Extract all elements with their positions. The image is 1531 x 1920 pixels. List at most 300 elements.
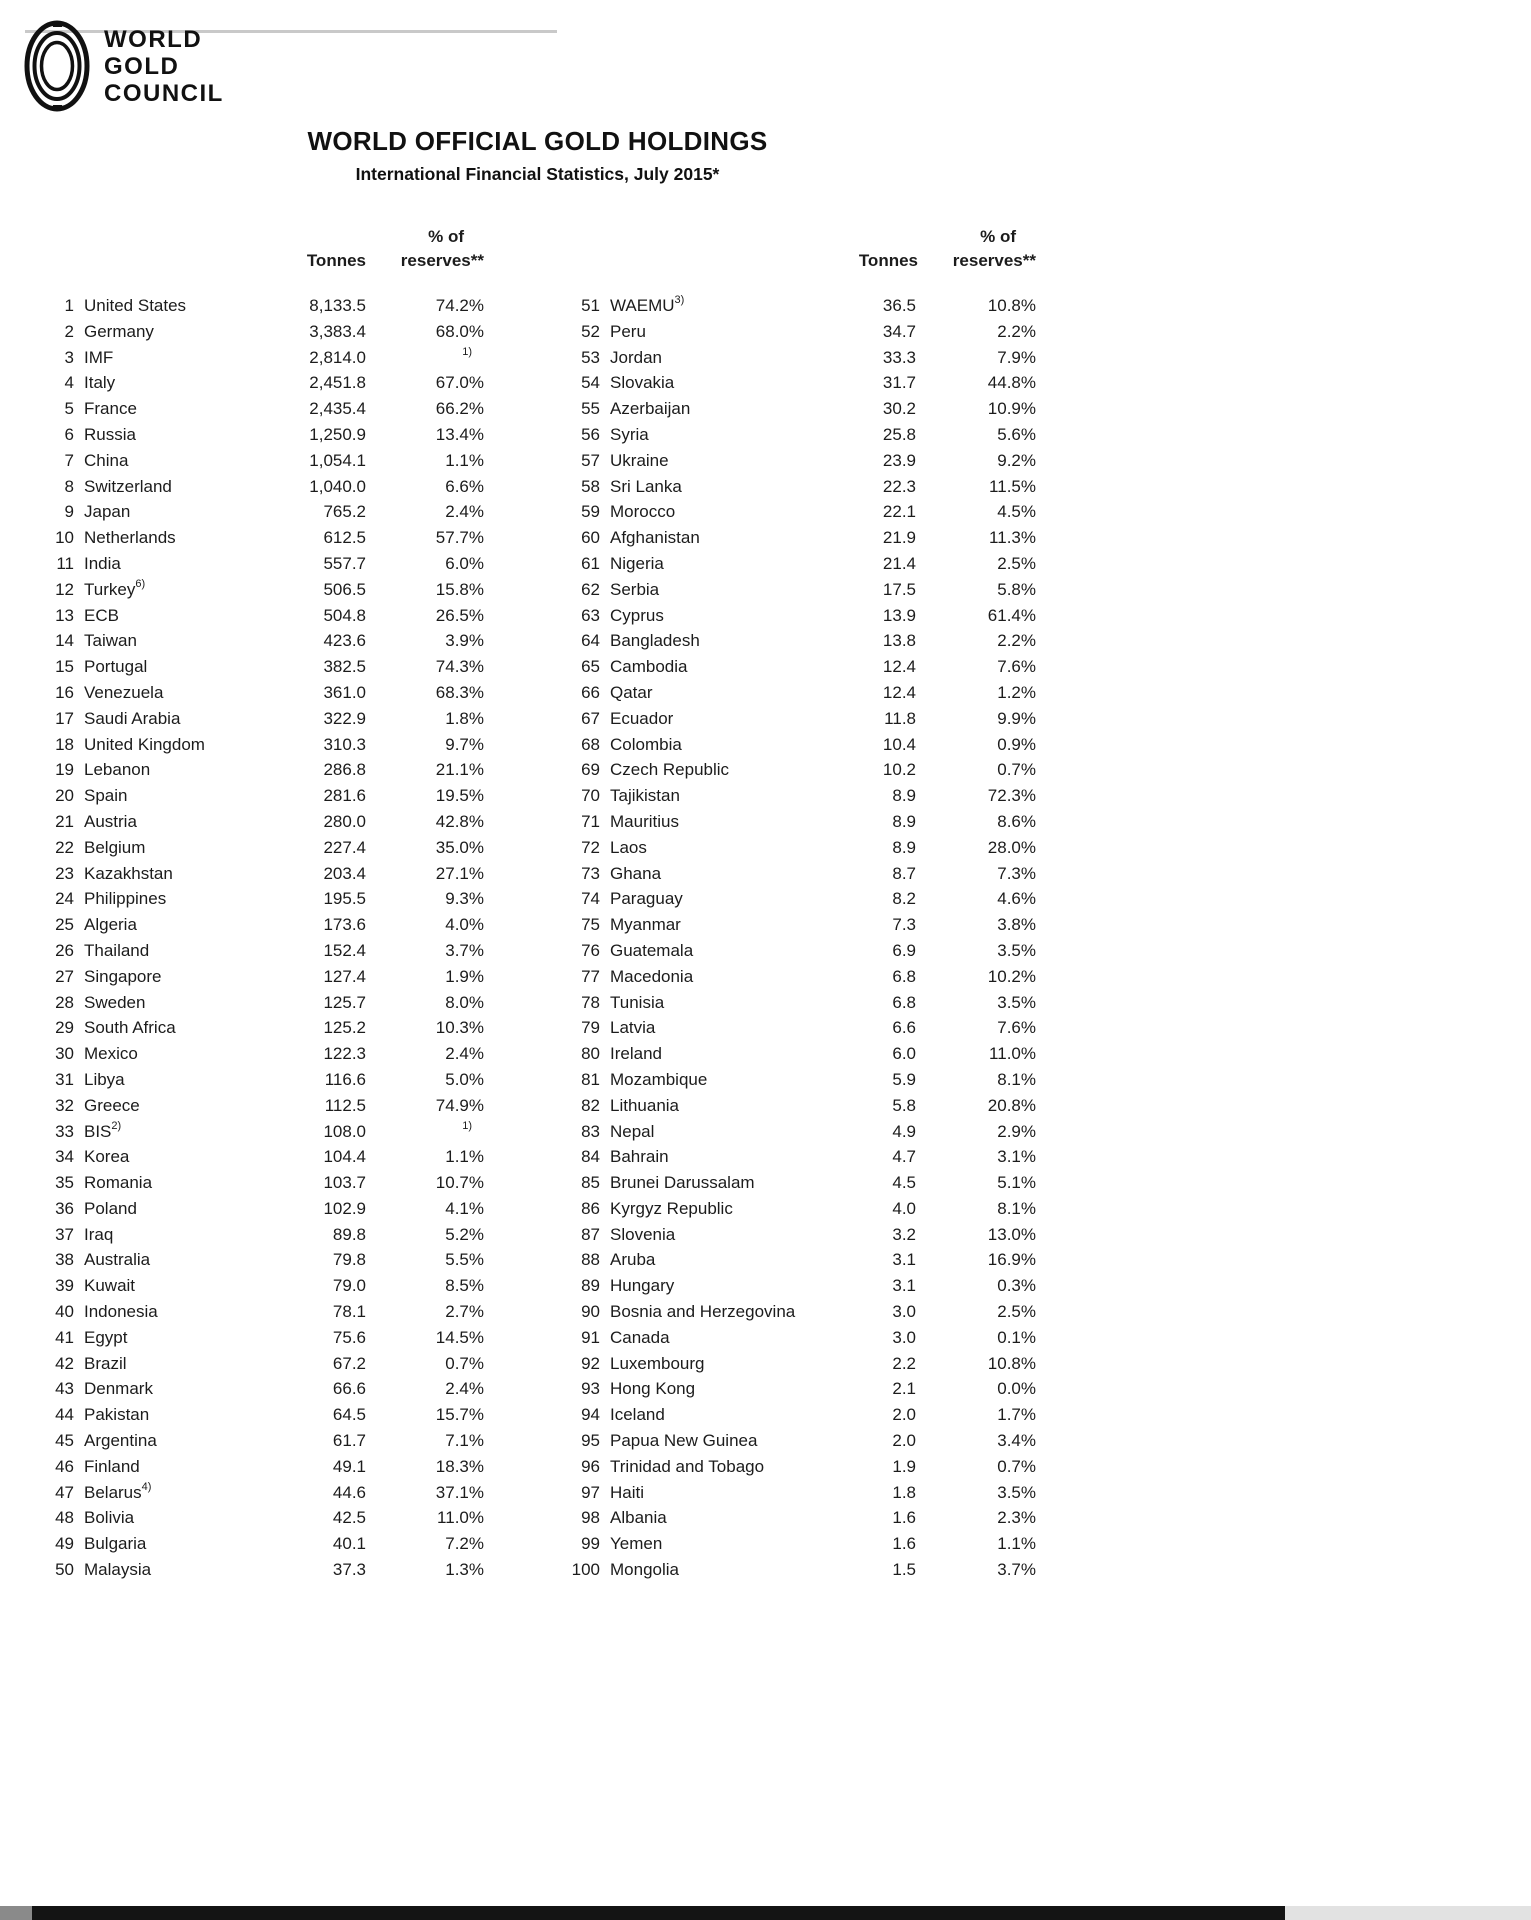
country-cell: Turkey$^{6)}$: [84, 578, 146, 599]
tonnes-cell: 22.3: [882, 476, 916, 496]
tonnes-cell: 195.5: [323, 889, 366, 909]
pct-cell: 8.6%: [997, 811, 1036, 831]
rank-cell: 28: [55, 992, 74, 1012]
table-row: [36, 1015, 484, 1041]
pct-cell: 3.7%: [997, 1560, 1036, 1580]
rank-cell: 5: [64, 399, 74, 419]
tonnes-cell: 21.9: [882, 528, 916, 548]
table-row: [556, 938, 1036, 964]
tonnes-cell: 6.8: [892, 992, 916, 1012]
pct-cell: 3.4%: [997, 1431, 1036, 1451]
table-row: [556, 1170, 1036, 1196]
table-row: [556, 835, 1036, 861]
table-header-right: [556, 227, 1036, 293]
pct-cell: 4.1%: [445, 1198, 484, 1218]
tonnes-cell: 33.3: [882, 347, 916, 367]
rank-cell: 82: [581, 1095, 600, 1115]
tonnes-cell: 8.7: [892, 863, 916, 883]
country-cell: Korea: [84, 1147, 130, 1167]
country-cell: Bahrain: [610, 1147, 669, 1167]
country-cell: Cambodia: [610, 657, 688, 677]
rank-cell: 84: [581, 1147, 600, 1167]
table-row: [556, 1480, 1036, 1506]
country-cell: Spain: [84, 786, 128, 806]
pct-cell: 14.5%: [435, 1327, 484, 1347]
tonnes-cell: 1.8: [892, 1482, 916, 1502]
table-row: [556, 1067, 1036, 1093]
table-row: [556, 1299, 1036, 1325]
table-row: [36, 345, 484, 371]
table-row: [36, 1144, 484, 1170]
tonnes-cell: 6.9: [892, 940, 916, 960]
country-cell: Nepal: [610, 1121, 655, 1141]
table-row: [36, 525, 484, 551]
tonnes-cell: 67.2: [332, 1353, 366, 1373]
table-row: [36, 809, 484, 835]
tonnes-cell: 310.3: [323, 734, 366, 754]
rank-cell: 77: [581, 966, 600, 986]
pct-cell: 66.2%: [435, 399, 484, 419]
tonnes-cell: 40.1: [332, 1534, 366, 1554]
country-cell: Portugal: [84, 657, 148, 677]
tonnes-cell: 13.8: [882, 631, 916, 651]
tonnes-cell: 75.6: [332, 1327, 366, 1347]
country-cell: Brunei Darussalam: [610, 1173, 755, 1193]
tonnes-cell: 1.9: [892, 1456, 916, 1476]
country-cell: Macedonia: [610, 966, 694, 986]
table-row: [556, 603, 1036, 629]
country-cell: Trinidad and Tobago: [610, 1456, 765, 1476]
table-row: [556, 1428, 1036, 1454]
country-cell: ECB: [84, 605, 119, 625]
rank-cell: 32: [55, 1095, 74, 1115]
country-cell: IMF: [84, 347, 114, 367]
pct-cell: 11.0%: [437, 1508, 484, 1528]
pct-cell: 9.7%: [445, 734, 484, 754]
rank-cell: 80: [581, 1044, 600, 1064]
pct-cell: 15.8%: [435, 579, 484, 599]
tonnes-cell: 227.4: [323, 837, 366, 857]
reserves-header: reserves**: [400, 251, 484, 270]
pct-cell: 1.1%: [445, 450, 484, 470]
rank-cell: 47: [55, 1482, 74, 1502]
tonnes-cell: 3,383.4: [309, 321, 366, 341]
country-cell: Colombia: [610, 734, 682, 754]
country-cell: Canada: [610, 1327, 670, 1347]
rank-cell: 44: [55, 1405, 74, 1425]
rank-cell: 38: [55, 1250, 74, 1270]
rank-cell: 37: [55, 1224, 74, 1244]
country-cell: WAEMU$^{3)}$: [610, 294, 685, 315]
table-row: [36, 1557, 484, 1583]
tonnes-cell: 37.3: [332, 1560, 366, 1580]
rank-cell: 92: [581, 1353, 600, 1373]
rank-cell: 23: [55, 863, 74, 883]
tonnes-cell: 112.5: [324, 1095, 366, 1115]
pct-cell: 37.1%: [435, 1482, 484, 1502]
table-row: [556, 628, 1036, 654]
pct-cell: 5.5%: [445, 1250, 484, 1270]
pct-cell: 3.5%: [997, 940, 1036, 960]
table-row: [556, 474, 1036, 500]
rank-cell: 85: [581, 1173, 600, 1193]
table-row: [556, 1557, 1036, 1583]
table-row: [556, 293, 1036, 319]
pct-cell: [366, 1119, 484, 1145]
country-cell: Austria: [84, 811, 137, 831]
tonnes-cell: 2.2: [892, 1353, 916, 1373]
rank-cell: 66: [581, 682, 600, 702]
table-row: [556, 654, 1036, 680]
pct-cell: 10.8%: [987, 1353, 1036, 1373]
table-row: [556, 448, 1036, 474]
rank-cell: 53: [581, 347, 600, 367]
table-row: [36, 1531, 484, 1557]
country-cell: Kuwait: [84, 1276, 136, 1296]
tonnes-cell: 103.7: [323, 1173, 366, 1193]
rank-cell: 55: [581, 399, 600, 419]
pct-cell: 9.9%: [997, 708, 1036, 728]
pct-cell: 5.8%: [997, 579, 1036, 599]
pct-cell: 9.3%: [445, 889, 484, 909]
country-cell: Germany: [84, 321, 154, 341]
tonnes-cell: 4.9: [892, 1121, 916, 1141]
rank-cell: 7: [64, 450, 74, 470]
rank-cell: 50: [55, 1560, 74, 1580]
table-row: [36, 603, 484, 629]
rank-cell: 34: [55, 1147, 74, 1167]
country-cell: Czech Republic: [610, 760, 730, 780]
tonnes-cell: 1.6: [892, 1508, 916, 1528]
country-cell: Afghanistan: [610, 528, 700, 548]
table-row: [36, 1325, 484, 1351]
table-row: [36, 732, 484, 758]
logo-word-1: WORLD: [104, 25, 203, 53]
rank-cell: 68: [581, 734, 600, 754]
tonnes-cell: 89.8: [332, 1224, 366, 1244]
tonnes-cell: 4.0: [892, 1198, 916, 1218]
rank-cell: 20: [55, 786, 74, 806]
table-row: [556, 525, 1036, 551]
tonnes-cell: 280.0: [323, 811, 366, 831]
tonnes-cell: 152.4: [323, 940, 366, 960]
pct-cell: 7.1%: [445, 1431, 484, 1451]
tonnes-cell: 2.0: [892, 1405, 916, 1425]
pct-cell: 0.7%: [445, 1353, 484, 1373]
rank-cell: 15: [55, 657, 74, 677]
tonnes-cell: 122.3: [323, 1044, 366, 1064]
tonnes-cell: 23.9: [882, 450, 916, 470]
country-cell: Brazil: [84, 1353, 127, 1373]
table-row: [556, 1402, 1036, 1428]
country-cell: Singapore: [84, 966, 162, 986]
table-row: [36, 886, 484, 912]
country-cell: Guatemala: [610, 940, 694, 960]
rank-cell: 54: [581, 373, 600, 393]
country-cell: Switzerland: [84, 476, 172, 496]
tonnes-cell: 125.2: [323, 1018, 366, 1038]
table-row: [556, 577, 1036, 603]
rank-cell: 29: [55, 1018, 74, 1038]
rank-cell: 46: [55, 1456, 74, 1476]
country-cell: Mongolia: [610, 1560, 679, 1580]
country-cell: Japan: [84, 502, 131, 522]
table-row: [556, 706, 1036, 732]
rank-cell: 79: [581, 1018, 600, 1038]
country-cell: Russia: [84, 424, 136, 444]
rank-cell: 11: [56, 553, 74, 573]
tonnes-cell: 17.5: [882, 579, 916, 599]
table-row: [36, 1247, 484, 1273]
tonnes-cell: 3.0: [892, 1302, 916, 1322]
tonnes-cell: 79.8: [332, 1250, 366, 1270]
rank-cell: 78: [581, 992, 600, 1012]
country-cell: Slovenia: [610, 1224, 676, 1244]
tonnes-cell: 557.7: [323, 553, 366, 573]
rank-cell: 9: [64, 502, 74, 522]
pct-cell: 10.9%: [987, 399, 1036, 419]
rank-cell: 86: [581, 1198, 600, 1218]
country-cell: Azerbaijan: [610, 399, 691, 419]
country-cell: Latvia: [610, 1018, 656, 1038]
rows-1-50: [36, 293, 484, 1583]
bottom-bar-right-segment: [1285, 1906, 1531, 1920]
tonnes-cell: 173.6: [323, 915, 366, 935]
rank-cell: 40: [55, 1302, 74, 1322]
tonnes-cell: 1.6: [892, 1534, 916, 1554]
pct-cell: 1.9%: [445, 966, 484, 986]
pct-of-header: % of: [428, 227, 464, 246]
header-spacer: [266, 227, 366, 251]
pct-cell: 8.1%: [997, 1069, 1036, 1089]
table-row: [36, 1428, 484, 1454]
country-cell: BIS$^{2)}$: [84, 1119, 122, 1141]
pct-cell: 74.3%: [435, 657, 484, 677]
rank-cell: 6: [64, 424, 74, 444]
tonnes-cell: 61.7: [332, 1431, 366, 1451]
pct-cell: 2.5%: [997, 553, 1036, 573]
rank-cell: 12: [55, 579, 74, 599]
country-cell: Greece: [84, 1095, 140, 1115]
pct-cell: 3.5%: [997, 992, 1036, 1012]
table-row: [36, 1196, 484, 1222]
table-row: [556, 1041, 1036, 1067]
tonnes-cell: 36.5: [882, 296, 916, 315]
table-row: [556, 1376, 1036, 1402]
rank-cell: 71: [581, 811, 600, 831]
country-cell: United Kingdom: [84, 734, 205, 754]
country-cell: Malaysia: [84, 1560, 152, 1580]
tonnes-cell: 42.5: [332, 1508, 366, 1528]
rank-cell: 41: [55, 1327, 74, 1347]
table-row: [36, 757, 484, 783]
rank-cell: 1: [64, 296, 74, 315]
country-cell: Bulgaria: [84, 1534, 147, 1554]
pct-cell: 2.4%: [445, 1379, 484, 1399]
table-row: [556, 1505, 1036, 1531]
rank-cell: 67: [581, 708, 600, 728]
country-cell: Slovakia: [610, 373, 675, 393]
rank-cell: 70: [581, 786, 600, 806]
rows-51-100: [556, 293, 1036, 1583]
rank-cell: 43: [55, 1379, 74, 1399]
table-row: [36, 1093, 484, 1119]
country-cell: Yemen: [610, 1534, 663, 1554]
table-row: [36, 1402, 484, 1428]
rank-cell: 58: [581, 476, 600, 496]
table-row: [556, 912, 1036, 938]
table-row: [36, 706, 484, 732]
tonnes-cell: 203.4: [323, 863, 366, 883]
tonnes-cell: 30.2: [882, 399, 916, 419]
footnote-marker: 4): [141, 1481, 152, 1493]
rank-cell: 69: [581, 760, 600, 780]
pct-cell: 74.2%: [435, 296, 484, 315]
rank-cell: 24: [55, 889, 74, 909]
country-cell: Philippines: [84, 889, 167, 909]
pct-cell: 9.2%: [997, 450, 1036, 470]
tonnes-cell: 79.0: [332, 1276, 366, 1296]
tonnes-cell: 5.9: [892, 1069, 916, 1089]
table-row: [556, 680, 1036, 706]
rank-cell: 52: [581, 321, 600, 341]
country-cell: Egypt: [84, 1327, 128, 1347]
rank-cell: 98: [581, 1508, 600, 1528]
rank-cell: 49: [55, 1534, 74, 1554]
pct-cell: 74.9%: [435, 1095, 484, 1115]
table-row: [556, 499, 1036, 525]
rank-cell: 96: [581, 1456, 600, 1476]
rank-cell: 63: [581, 605, 600, 625]
tonnes-cell: 504.8: [323, 605, 366, 625]
table-row: [556, 1325, 1036, 1351]
country-cell: Algeria: [84, 915, 137, 935]
tonnes-cell: 108.0: [323, 1121, 366, 1141]
table-row: [556, 1196, 1036, 1222]
pct-cell: 2.3%: [997, 1508, 1036, 1528]
rank-cell: 31: [55, 1069, 74, 1089]
rank-cell: 39: [55, 1276, 74, 1296]
country-cell: Libya: [84, 1069, 125, 1089]
rank-cell: 35: [55, 1173, 74, 1193]
tonnes-cell: 3.1: [892, 1276, 916, 1296]
pct-cell: 3.1%: [997, 1147, 1036, 1167]
table-row: [36, 1505, 484, 1531]
country-cell: Denmark: [84, 1379, 153, 1399]
rank-cell: 30: [55, 1044, 74, 1064]
tonnes-cell: 1,040.0: [309, 476, 366, 496]
country-cell: Sri Lanka: [610, 476, 682, 496]
tonnes-cell: 8,133.5: [309, 296, 366, 315]
bottom-bar-left-segment: [0, 1906, 32, 1920]
tonnes-cell: 4.7: [892, 1147, 916, 1167]
country-cell: Qatar: [610, 682, 653, 702]
rank-cell: 62: [581, 579, 600, 599]
rank-cell: 91: [581, 1327, 600, 1347]
tonnes-cell: 286.8: [323, 760, 366, 780]
pct-cell: 2.2%: [997, 631, 1036, 651]
rank-cell: 94: [581, 1405, 600, 1425]
rank-cell: 45: [55, 1431, 74, 1451]
pct-cell: 7.3%: [997, 863, 1036, 883]
pct-cell: [366, 345, 484, 371]
tonnes-cell: 612.5: [323, 528, 366, 548]
country-cell: France: [84, 399, 137, 419]
country-cell: Papua New Guinea: [610, 1431, 758, 1451]
tonnes-cell: 6.8: [892, 966, 916, 986]
country-cell: Laos: [610, 837, 647, 857]
pct-cell: 5.6%: [997, 424, 1036, 444]
rank-cell: 59: [581, 502, 600, 522]
pct-cell: 2.5%: [997, 1302, 1036, 1322]
table-row: [36, 912, 484, 938]
table-row: [36, 1299, 484, 1325]
rank-cell: 8: [64, 476, 74, 496]
tonnes-cell: 44.6: [332, 1482, 366, 1502]
logo-word-2: GOLD: [104, 52, 180, 80]
table-row: [556, 732, 1036, 758]
rank-cell: 95: [581, 1431, 600, 1451]
tonnes-cell: 322.9: [323, 708, 366, 728]
tonnes-cell: 5.8: [892, 1095, 916, 1115]
pct-cell: 8.0%: [445, 992, 484, 1012]
pct-cell: 2.7%: [445, 1302, 484, 1322]
table-row: [36, 1273, 484, 1299]
country-cell: Ireland: [610, 1044, 662, 1064]
country-cell: Haiti: [610, 1482, 645, 1502]
pct-cell: 28.0%: [987, 837, 1036, 857]
pct-cell: 0.9%: [997, 734, 1036, 754]
table-row: [36, 990, 484, 1016]
table-row: [36, 499, 484, 525]
rank-cell: 48: [55, 1508, 74, 1528]
country-cell: Belgium: [84, 837, 146, 857]
country-cell: Mauritius: [610, 811, 679, 831]
country-cell: Bangladesh: [610, 631, 700, 651]
tonnes-cell: 1,250.9: [309, 424, 366, 444]
rank-cell: 89: [581, 1276, 600, 1296]
pct-cell: 27.1%: [435, 863, 484, 883]
table-row: [36, 783, 484, 809]
table-row: [36, 1480, 484, 1506]
pct-cell: 10.2%: [987, 966, 1036, 986]
pct-cell: 7.6%: [997, 657, 1036, 677]
rank-cell: 14: [55, 631, 74, 651]
pct-cell: 6.6%: [445, 476, 484, 496]
tonnes-cell: 3.2: [892, 1224, 916, 1244]
table-header-left: [36, 227, 484, 293]
logo-wordmark: [104, 26, 224, 107]
rank-cell: 75: [581, 915, 600, 935]
table-row: [36, 1067, 484, 1093]
tonnes-cell: 3.0: [892, 1327, 916, 1347]
country-cell: Lithuania: [610, 1095, 680, 1115]
table-row: [556, 396, 1036, 422]
tonnes-cell: 423.6: [323, 631, 366, 651]
table-row: [556, 1531, 1036, 1557]
table-row: [36, 1454, 484, 1480]
rank-cell: 19: [55, 760, 74, 780]
tonnes-cell: 361.0: [323, 682, 366, 702]
pct-cell: 3.5%: [997, 1482, 1036, 1502]
country-cell: Ghana: [610, 863, 662, 883]
rank-cell: 97: [581, 1482, 600, 1502]
rank-cell: 88: [581, 1250, 600, 1270]
pct-cell: 20.8%: [987, 1095, 1036, 1115]
table-row: [556, 809, 1036, 835]
pct-cell: 18.3%: [435, 1456, 484, 1476]
pct-cell: 5.0%: [445, 1069, 484, 1089]
